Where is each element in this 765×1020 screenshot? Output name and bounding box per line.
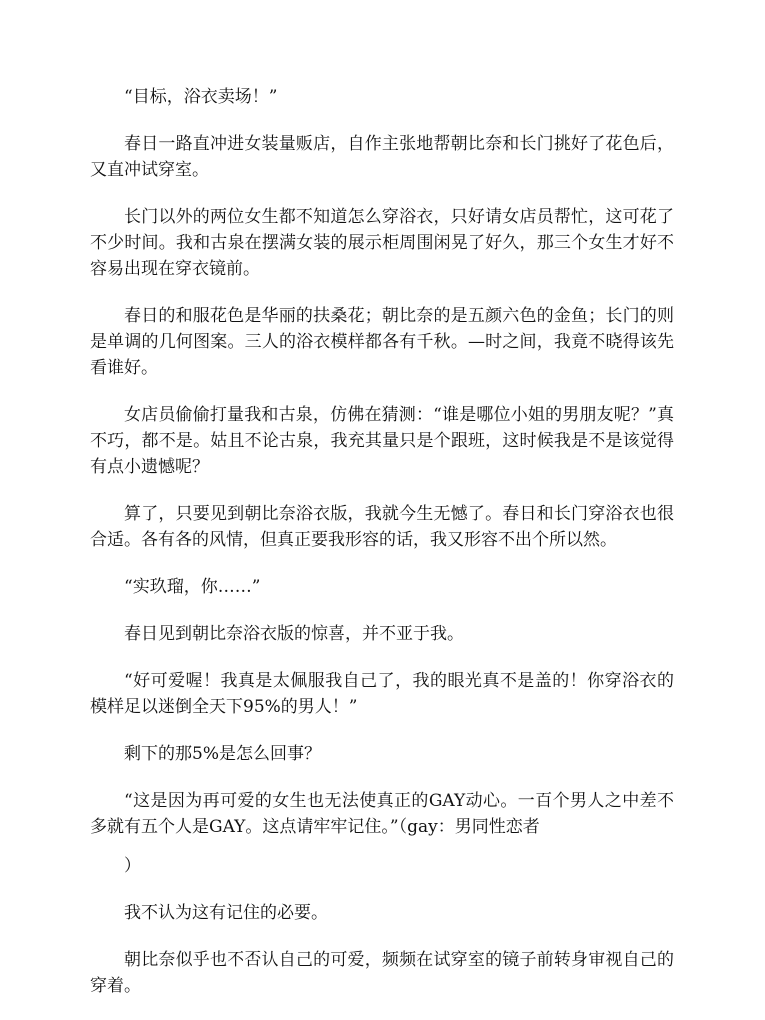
paragraph-10: 剩下的那5%是怎么回事？ [124,744,321,764]
paragraph-5: 女店员偷偷打量我和古泉，仿佛在猜测：“谁是哪位小姐的男朋友呢？”真不巧，都不是。姑且不论古泉，我充其量只是个跟班，这时候我是不是该觉得有点小遗憾呢？ [90,405,674,477]
paragraph-6: 算了，只要见到朝比奈浴衣版，我就今生无憾了。春日和长门穿浴衣也很合适。各有各的风情，但真正要我形容的话，我又形容不出个所以然。 [90,504,674,550]
paragraph-9: “好可爱喔！我真是太佩服我自己了，我的眼光真不是盖的！你穿浴衣的模样足以迷倒全天下95%的男人！” [90,671,674,717]
paragraph-12: ） [124,856,141,876]
paragraph-4: 春日的和服花色是华丽的扶桑花；朝比奈的是五颜六色的金鱼；长门的则是单调的几何图案。三人的浴衣模样都各有千秋。—时之间，我竟不晓得该先看谁好。 [90,306,674,378]
paragraph-8: 春日见到朝比奈浴衣版的惊喜，并不亚于我。 [124,624,464,644]
paragraph-3: 长门以外的两位女生都不知道怎么穿浴衣，只好请女店员帮忙，这可花了不少时间。我和古泉在摆满女装的展示柜周围闲晃了好久，那三个女生才好不容易出现在穿衣镜前。 [90,207,674,279]
paragraph-11: “这是因为再可爱的女生也无法使真正的GAY动心。一百个男人之中差不多就有五个人是GAY。这点请牢牢记住。”（gay：男同性恋者 [90,791,674,837]
paragraph-7: “实玖瑠，你……” [124,577,261,597]
paragraph-2: 春日一路直冲进女装量贩店，自作主张地帮朝比奈和长门挑好了花色后，又直冲试穿室。 [90,134,674,180]
body-text [90,84,674,1020]
paragraph-13: 我不认为这有记住的必要。 [124,903,328,923]
paragraph-14: 朝比奈似乎也不否认自己的可爱，频频在试穿室的镜子前转身审视自己的穿着。 [90,950,674,996]
paragraph-1: “目标，浴衣卖场！” [124,87,278,107]
